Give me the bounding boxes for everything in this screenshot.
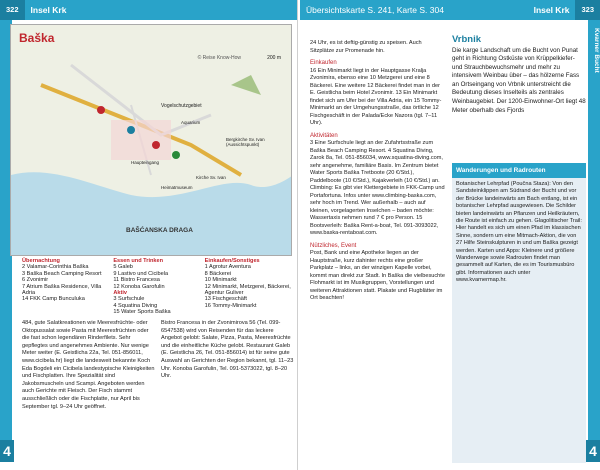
legend-item: 14 FKK Camp Bunculuka	[22, 296, 85, 303]
hiking-box-body: Botanischer Lehrpfad (Poučna Staza): Von den Sandsteinklippen am Südrand der Bucht und vor der Brücke landeinwärts am Bach entlang, ist ein botanischer Lehrpfad ausgewiesen. Die Schilder bieten landeinwärts an Pflanzen und Heilkräutern, die Route ist einfach zu gehen. Glagolitischer Trail: Hier handelt es sich um einen Pfad im klassischen Sinne, sondern um eine Mitmach-Aktion, die von 27 Hilfe Steinskulpturen in und um Baška gezeigt werden. Karten und Apps: Kleinere und größere Wanderwege sowie Radrouten findet man gesammelt auf Karten, die es im Tourismusbüro gibt. Informationen auch unter www.kvarnermap.hr.	[456, 181, 582, 284]
legend-food	[113, 258, 200, 316]
map-label-church: Bergkirche Sv. Ivan (Aussichtspunkt)	[226, 137, 265, 147]
section-body: 16 Ein Minimarkt liegt in der Hauptgasse Kralja Zvonimira, ebenso eine 10 Metzgerei und eine 8 Bäckerei. Eine weitere 12 Bäckerei findet man in der E. Geistlicha beim Hotel Zvonimir. 13 Ein Minimarkt findet sich am Ufer bei der Villa Adria, ein 15 Tommy-Minimarkt an der Umgehungsstraße, das örtliche 12 Fischgeschäft in der Palada/Ecke Nazora (tgl. 7–11 Uhr).	[310, 67, 442, 126]
legend-item: 16 Tommy-Minimarkt	[204, 302, 257, 309]
left-chapter-number: 4	[0, 440, 14, 462]
vrbnik-title: Vrbnik	[452, 34, 482, 45]
left-page-number: 322	[0, 0, 25, 20]
left-body-col-1: 484, gute Salatkreationen wie Meeresfrüchte- oder Oktopussalat sowie Pasta mit Meeresfrüchten oder die fast schon legendären Rinderfilets. Sehr gepflegtes und angenehmes Ambiente. Nur wenige Meter weiter (E. Geistlicha 22a, Tel. 051-856011, www.cicibela.hr) liegt die landesweit bekannte Koch Eda Bogdeli ein Cicibela landestypische Kleinigkeiten und Fischplatten. Ihre Spezialität sind Jakobsmuscheln und Scampi. Angeboten werden auch Gerichte mit Fleisch. Der Fisch stammt ausschließlich oder die Fischplatte, nur April bis September tgl. 9–24 Uhr geöffnet.	[22, 320, 155, 410]
legend-item: 7 Atrium Baška Residence, Villa Adria	[22, 283, 102, 297]
legend-heading: Aktiv	[113, 290, 128, 297]
legend-item: 1 Agrotur Aventura	[204, 264, 251, 271]
section-body: 3 Eine Surfschule liegt an der Zufahrtsstraße zum Baška Beach Camping Resort. 4 Squatina Diving, Zarok 8a, Tel. 051-856034, www.squatina-diving.com, sehr angenehme, familiäre Basis. Im Zentrum bietet Water Sports Baška Tretboote (20 €/Std.), Paddelboote (10 €/Std.), Kajakverleih (10 €/Std.) an. Climbing: Es gibt vier Klettergebiete in FKK-Camp und Portafortuna. Infos unter www.climbing-baska.com, sehr hoch im Trend. Wer außerhalb – auch auf kleinen, vorgelagerten Inselchen – baden möchte: Wassertaxis nehmen rund 7 € pro Person. 15 Bootsverleih: Baška Rent-a-boat, Tel. 091-3093022, www.baska-rentaboat.com.	[310, 140, 445, 236]
left-body-col-2: Bistro Francesa in der Zvonimirova 56 (Tel. 099-6547538) wird von Reisenden für das leckere Angebot gelobt: Salate, Pizza, Pasta, Meeresfrüchte und die einheitliche Küche gelobt. Restaurant Galeb (E. Geistlicha 26, Tel. 051-856014) ist für seine gute Auswahl an Gerichten der Region bekannt, tgl. 11–23 Uhr. Konoba Garofulin, Tel. 091-5373022, tgl. 8–20 Uhr.	[161, 320, 294, 380]
left-page	[0, 0, 298, 470]
map-label-museum: Heimatmuseum	[161, 185, 193, 190]
legend-item: 12 Konoba Garofulin	[113, 283, 165, 290]
legend-item: 6 Zvonimir	[22, 277, 49, 284]
map-title: Baška	[19, 31, 55, 45]
left-header	[0, 0, 297, 20]
legend-shopping	[205, 258, 292, 316]
map-legend	[22, 258, 292, 316]
legend-heading: Übernachtung	[22, 258, 60, 264]
right-page-number: 323	[575, 0, 600, 20]
legend-item: 3 Baška Beach Camping Resort	[22, 270, 102, 277]
right-side-tab: Kvarner Bucht	[588, 20, 600, 460]
legend-heading: Einkaufen/Sonstiges	[204, 258, 260, 264]
legend-item: 10 Minimarkt	[204, 277, 237, 284]
section-heading: Nützliches, Event	[310, 242, 357, 249]
section-body: Post, Bank und eine Apotheke liegen an der Hauptstraße, kurz dahinter rechts eine großer Parkplatz – links, an der winzigen Kapelle vorbei, kommt man direkt zur Stadt. In Baška die vielbesuchte Flohmarkt ist im Musikgruppen, Vorstellungen und weiteren Attraktionen statt. Plakate und Flugblätter im Ort beachten!	[310, 250, 445, 301]
legend-item: 12 Minimarkt, Metzgerei, Bäckerei, Agentur Guliver	[204, 283, 291, 297]
right-page	[300, 0, 600, 470]
map-label-aquarium: Aquarium	[181, 120, 201, 125]
legend-item: 2 Valamar-Corinthia Baška	[22, 264, 89, 271]
legend-item: 3 Surfschule	[113, 296, 145, 303]
map-label-main-entrance: Haupteingang	[131, 160, 160, 165]
hiking-box-title: Wanderungen und Radrouten	[452, 163, 586, 178]
map-label-bird: Vogelschutzgebiet	[161, 103, 202, 109]
legend-item: 5 Galeb	[113, 264, 133, 271]
section-heading: Einkaufen	[310, 60, 337, 66]
right-running-title: Insel Krk	[533, 5, 570, 15]
intro-text: 24 Uhr, es ist deftig-günstig zu speisen. Auch Sitzplätze zur Promenade hin.	[310, 40, 422, 54]
map-copyright: © Reise Know-How	[197, 55, 241, 61]
right-header	[300, 0, 600, 20]
legend-accommodation	[22, 258, 109, 316]
right-col-2	[452, 36, 586, 115]
legend-item: 15 Water Sports Baška	[113, 309, 171, 316]
section-heading: Aktivitäten	[310, 132, 338, 139]
map-scale: 200 m	[267, 55, 281, 61]
left-body	[22, 320, 294, 411]
legend-item: 4 Squatina Diving	[113, 302, 158, 309]
baska-map	[10, 24, 292, 256]
map-label-draga: BAŠĆANSKA DRAGA	[126, 227, 193, 234]
legend-item: 9 Lastivo und Cicibela	[113, 270, 169, 277]
hiking-box	[452, 163, 586, 463]
map-label-kirche: Kirche Sv. Ivan	[196, 175, 226, 180]
left-running-title: Insel Krk	[30, 5, 67, 15]
legend-heading: Essen und Trinken	[113, 258, 164, 264]
right-col-1	[310, 40, 446, 303]
overview-ref: Übersichtskarte S. 241, Karte S. 304	[306, 5, 444, 15]
right-chapter-number: 4	[586, 440, 600, 462]
vrbnik-text: Die karge Landschaft um die Bucht von Punat geht in Richtung Ostküste von Krüppelkiefer- und Strauchbewuchsmehr und mehr zu intensivem Weinbau über – das hölzerne Fass an Ortseingang von Vrbnik unterstreicht die Bedeutung dieses Inselteils als zentrales Weinbaugebiet. Der 1200-Einwohner-Ort liegt 48 Meter oberhalb des Fjords	[452, 46, 586, 114]
legend-item: 11 Bistro Francesa	[113, 277, 160, 284]
legend-item: 13 Fischgeschäft	[204, 296, 247, 303]
legend-item: 8 Bäckerei	[204, 270, 232, 277]
